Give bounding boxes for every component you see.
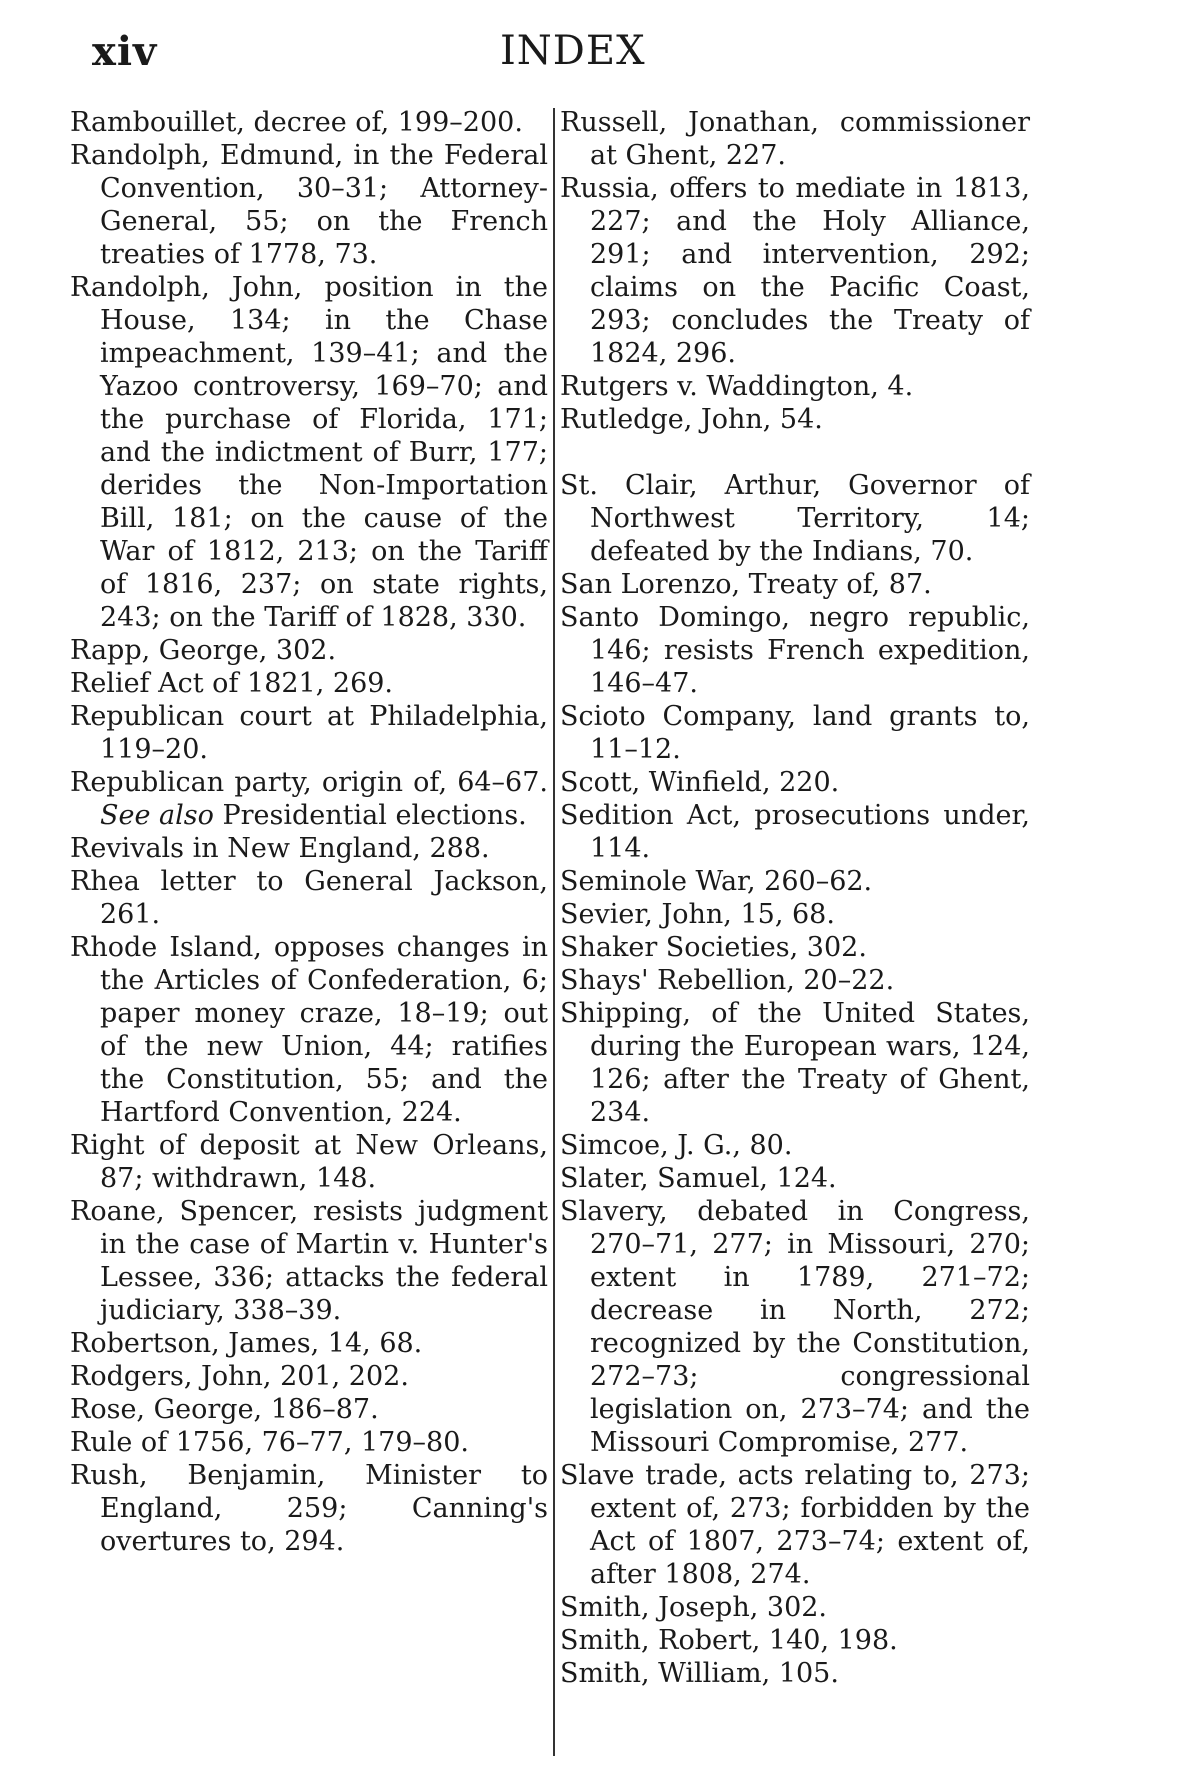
index-entry: Rambouillet, decree of, 199–200. — [70, 107, 523, 138]
index-entry: Russia, offers to mediate in 1813, 227; and the Holy Alliance, 291; and intervention, 292; claims on the Pacific Coast, 293; concludes the Treaty of 1824, 296. — [560, 173, 1030, 369]
index-entry: Russell, Jonathan, commissioner at Ghent, 227. — [560, 107, 1030, 171]
index-entry: Seminole War, 260–62. — [560, 866, 873, 897]
index-entry — [70, 766, 548, 832]
see-also-reference: See also — [100, 800, 214, 831]
index-entry: Sedition Act, prosecutions under, 114. — [560, 800, 1030, 864]
index-entry: Rutgers v. Waddington, 4. — [560, 371, 914, 402]
index-entry: Shipping, of the United States, during the European wars, 124, 126; after the Treaty of Ghent, 234. — [560, 998, 1030, 1128]
column-divider — [553, 108, 555, 1756]
index-entry: Sevier, John, 15, 68. — [560, 899, 835, 930]
index-entry: Slater, Samuel, 124. — [560, 1163, 837, 1194]
index-entry: Rodgers, John, 201, 202. — [70, 1361, 409, 1392]
page-title: INDEX — [500, 28, 646, 74]
index-entry: Shays' Rebellion, 20–22. — [560, 965, 895, 996]
index-entry: Rhea letter to General Jackson, 261. — [70, 866, 548, 930]
entry-text: Republican party, origin of, 64–67. — [70, 767, 548, 798]
index-entry: Slave trade, acts relating to, 273; extent of, 273; forbidden by the Act of 1807, 273–74; extent of, after 1808, 274. — [560, 1460, 1030, 1590]
index-entry: Rhode Island, opposes changes in the Articles of Confederation, 6; paper money craze, 18–19; out of the new Union, 44; ratifies the Constitution, 55; and the Hartford Convention, 224. — [70, 932, 548, 1128]
index-entry: Rose, George, 186–87. — [70, 1394, 379, 1425]
right-column — [560, 106, 1030, 1690]
index-entry: Shaker Societies, 302. — [560, 932, 867, 963]
index-entry: Robertson, James, 14, 68. — [70, 1328, 423, 1359]
index-entry: Rush, Benjamin, Minister to England, 259; Canning's overtures to, 294. — [70, 1460, 548, 1557]
left-column — [70, 106, 548, 1558]
index-entry: Rule of 1756, 76–77, 179–80. — [70, 1427, 469, 1458]
index-entry: Roane, Spencer, resists judgment in the case of Martin v. Hunter's Lessee, 336; attacks the federal judiciary, 338–39. — [70, 1196, 548, 1326]
index-entry: Randolph, John, position in the House, 134; in the Chase impeachment, 139–41; and the Yazoo controversy, 169–70; and the purchase of Florida, 171; and the indictment of Burr, 177; derides the Non-Importation Bill, 181; on the cause of the War of 1812, 213; on the Tariff of 1816, 237; on state rights, 243; on the Tariff of 1828, 330. — [70, 272, 548, 633]
index-entry: Slavery, debated in Congress, 270–71, 277; in Missouri, 270; extent in 1789, 271–72; decrease in North, 272; recognized by the Constitution, 272–73; congressional legislation on, 273–74; and the Missouri Compromise, 277. — [560, 1196, 1030, 1458]
index-entry: Simcoe, J. G., 80. — [560, 1130, 793, 1161]
cross-reference-target: Presidential elections. — [222, 800, 527, 831]
index-entry: Smith, Joseph, 302. — [560, 1592, 828, 1623]
index-entry: St. Clair, Arthur, Governor of Northwest Territory, 14; defeated by the Indians, 70. — [560, 470, 1030, 567]
index-entry: Santo Domingo, negro republic, 146; resists French expedition, 146–47. — [560, 602, 1030, 699]
index-entry: Relief Act of 1821, 269. — [70, 668, 394, 699]
index-entry: Smith, William, 105. — [560, 1658, 839, 1689]
index-entry: Scott, Winfield, 220. — [560, 767, 840, 798]
index-entry: Randolph, Edmund, in the Federal Convention, 30–31; Attorney-General, 55; on the French treaties of 1778, 73. — [70, 140, 548, 270]
index-entry: Rapp, George, 302. — [70, 635, 337, 666]
index-entry: Smith, Robert, 140, 198. — [560, 1625, 898, 1656]
letter-section-break — [560, 436, 1030, 469]
index-entry: Republican court at Philadelphia, 119–20. — [70, 701, 548, 765]
index-entry: Right of deposit at New Orleans, 87; withdrawn, 148. — [70, 1130, 548, 1194]
index-entry: Rutledge, John, 54. — [560, 404, 823, 435]
page-number: xiv — [92, 28, 158, 75]
index-entry: Scioto Company, land grants to, 11–12. — [560, 701, 1030, 765]
index-entry: Revivals in New England, 288. — [70, 833, 490, 864]
index-entry: San Lorenzo, Treaty of, 87. — [560, 569, 932, 600]
